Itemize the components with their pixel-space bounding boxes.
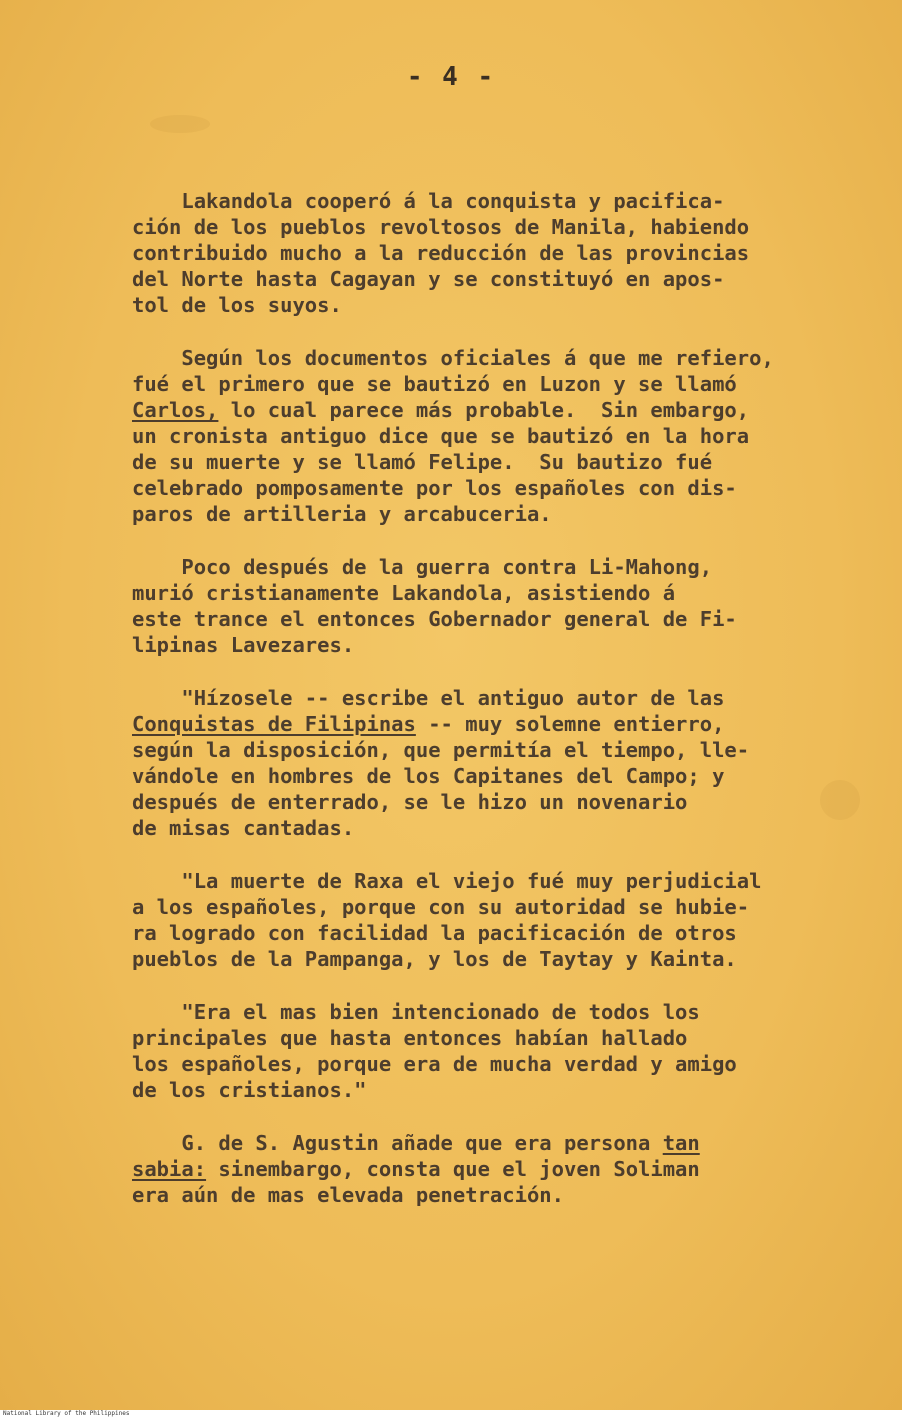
text-line: principales que hasta entonces habían hallado (132, 1026, 688, 1050)
text-line: celebrado pomposamente por los españoles con dis- (132, 476, 737, 500)
text-line: "Hízosele -- escribe el antiguo autor de las (132, 686, 725, 710)
paragraph (132, 345, 782, 527)
paragraph (132, 868, 782, 972)
paper-stain (150, 115, 210, 133)
text-line: de misas cantadas. (132, 816, 355, 840)
text-line (132, 1156, 782, 1182)
text-fragment: sinembargo, consta que el joven Soliman (206, 1157, 700, 1181)
paragraph (132, 685, 782, 841)
text-line: vándole en hombres de los Capitanes del Campo; y (132, 764, 725, 788)
paragraph (132, 1130, 782, 1208)
paragraph (132, 554, 782, 658)
underlined-word: Carlos, (132, 398, 219, 422)
text-line: de los cristianos." (132, 1078, 367, 1102)
text-fragment: -- muy solemne entierro, (415, 712, 725, 736)
text-line: Poco después de la guerra contra Li-Mahong, (132, 555, 713, 579)
text-line: según la disposición, que permitía el tiempo, lle- (132, 738, 750, 762)
text-fragment: G. de S. Agustin añade que era persona (132, 1131, 663, 1155)
text-line: tol de los suyos. (132, 293, 342, 317)
text-line: a los españoles, porque con su autoridad se hubie- (132, 895, 750, 919)
text-line: los españoles, porque era de mucha verdad y amigo (132, 1052, 737, 1076)
text-line: Según los documentos oficiales á que me refiero, (132, 346, 774, 370)
paper-stain (820, 780, 860, 820)
text-line: era aún de mas elevada penetración. (132, 1183, 564, 1207)
text-line: del Norte hasta Cagayan y se constituyó en apos- (132, 267, 725, 291)
underlined-title: Conquistas de Filipinas (132, 712, 416, 736)
text-line (132, 397, 782, 423)
page-number: - 4 - (406, 62, 496, 92)
body-text (132, 188, 782, 1235)
text-line: paros de artilleria y arcabuceria. (132, 502, 552, 526)
paragraph (132, 188, 782, 318)
text-line: ción de los pueblos revoltosos de Manila, habiendo (132, 215, 750, 239)
underlined-word: sabia: (132, 1157, 207, 1181)
text-fragment: lo cual parece más probable. Sin embargo, (218, 398, 750, 422)
text-line: "La muerte de Raxa el viejo fué muy perjudicial (132, 869, 762, 893)
text-line: "Era el mas bien intencionado de todos los (132, 1000, 700, 1024)
footer-credit: National Library of the Philippines (0, 1410, 902, 1418)
text-line (132, 1130, 782, 1156)
text-line: fué el primero que se bautizó en Luzon y se llamó (132, 372, 737, 396)
text-line: lipinas Lavezares. (132, 633, 355, 657)
text-line: Lakandola cooperó á la conquista y pacifica- (132, 189, 725, 213)
underlined-word: tan (662, 1131, 700, 1155)
text-line: de su muerte y se llamó Felipe. Su bautizo fué (132, 450, 713, 474)
text-line: después de enterrado, se le hizo un novenario (132, 790, 688, 814)
text-line: ra logrado con facilidad la pacificación de otros (132, 921, 737, 945)
paragraph (132, 999, 782, 1103)
text-line: un cronista antiguo dice que se bautizó en la hora (132, 424, 750, 448)
text-line: pueblos de la Pampanga, y los de Taytay y Kainta. (132, 947, 737, 971)
text-line (132, 711, 782, 737)
text-line: este trance el entonces Gobernador general de Fi- (132, 607, 737, 631)
text-line: murió cristianamente Lakandola, asistiendo á (132, 581, 676, 605)
text-line: contribuido mucho a la reducción de las provincias (132, 241, 750, 265)
